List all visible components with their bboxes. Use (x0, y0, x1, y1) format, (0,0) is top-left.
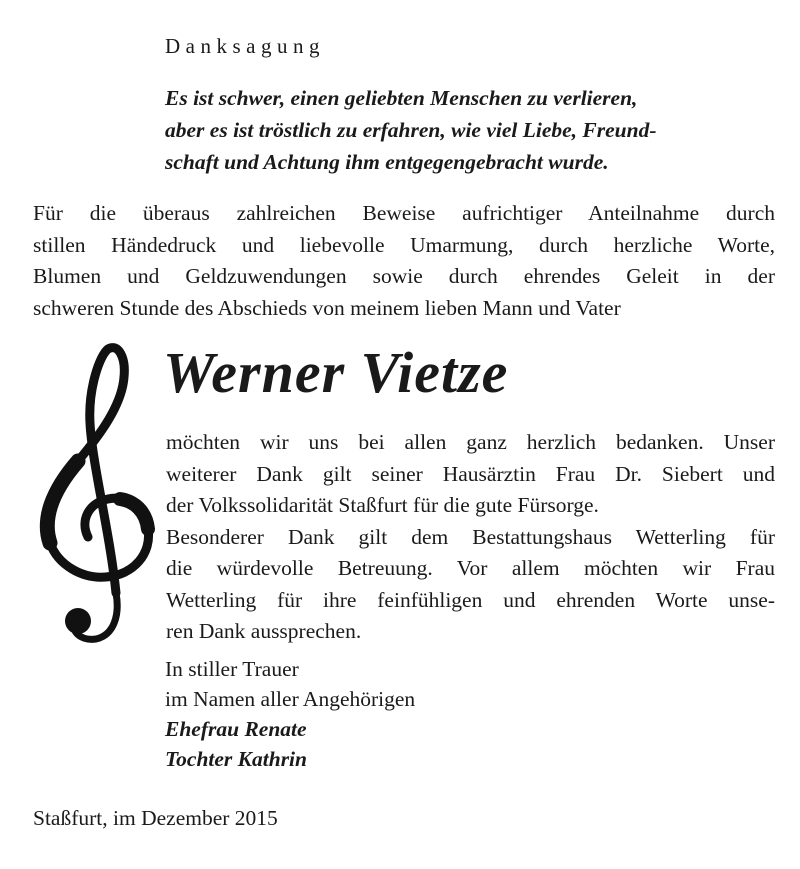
signer-name: Ehefrau Renate (165, 717, 307, 741)
place-and-date: Staßfurt, im Dezember 2015 (33, 806, 278, 830)
thanks-line: Wetterling für ihre feinfühligen und ehrenden Worte unse- (166, 587, 775, 612)
closing-line: im Namen aller Angehörigen (165, 687, 416, 711)
treble-clef-icon (30, 343, 165, 653)
intro-line: Für die überaus zahlreichen Beweise aufrichtiger Anteilnahme durch (33, 201, 775, 225)
opening-quote (165, 82, 775, 178)
thanks-line: ren Dank aussprechen. (166, 619, 362, 643)
intro-paragraph (33, 198, 775, 324)
intro-line: schweren Stunde des Abschieds von meinem lieben Mann und Vater (33, 295, 621, 320)
thanks-line: der Volkssolidarität Staßfurt für die gute Fürsorge. (166, 493, 599, 517)
thanks-line: die würdevolle Betreuung. Vor allem möchten wir Frau (166, 556, 775, 580)
thanks-line: möchten wir uns bei allen ganz herzlich bedanken. Unser (166, 430, 775, 454)
thanks-line: weiterer Dank gilt seiner Hausärztin Frau Dr. Siebert und (166, 461, 775, 486)
deceased-name: Werner Vietze (163, 340, 509, 405)
thanks-paragraph (166, 427, 775, 648)
quote-line: Es ist schwer, einen geliebten Menschen zu verlieren, (165, 86, 638, 110)
closing-block (165, 654, 415, 774)
closing-line: In stiller Trauer (165, 657, 299, 681)
intro-line: Blumen und Geldzuwendungen sowie durch ehrendes Geleit in der (33, 264, 775, 288)
notice-heading: Danksagung (165, 34, 325, 58)
intro-line: stillen Händedruck und liebevolle Umarmung, durch herzliche Worte, (33, 232, 775, 257)
signer-name: Tochter Kathrin (165, 747, 307, 771)
quote-line: aber es ist tröstlich zu erfahren, wie viel Liebe, Freund- (165, 118, 657, 142)
quote-line: schaft und Achtung ihm entgegengebracht wurde. (165, 150, 609, 174)
thanks-line: Besonderer Dank gilt dem Bestattungshaus Wetterling für (166, 524, 775, 549)
